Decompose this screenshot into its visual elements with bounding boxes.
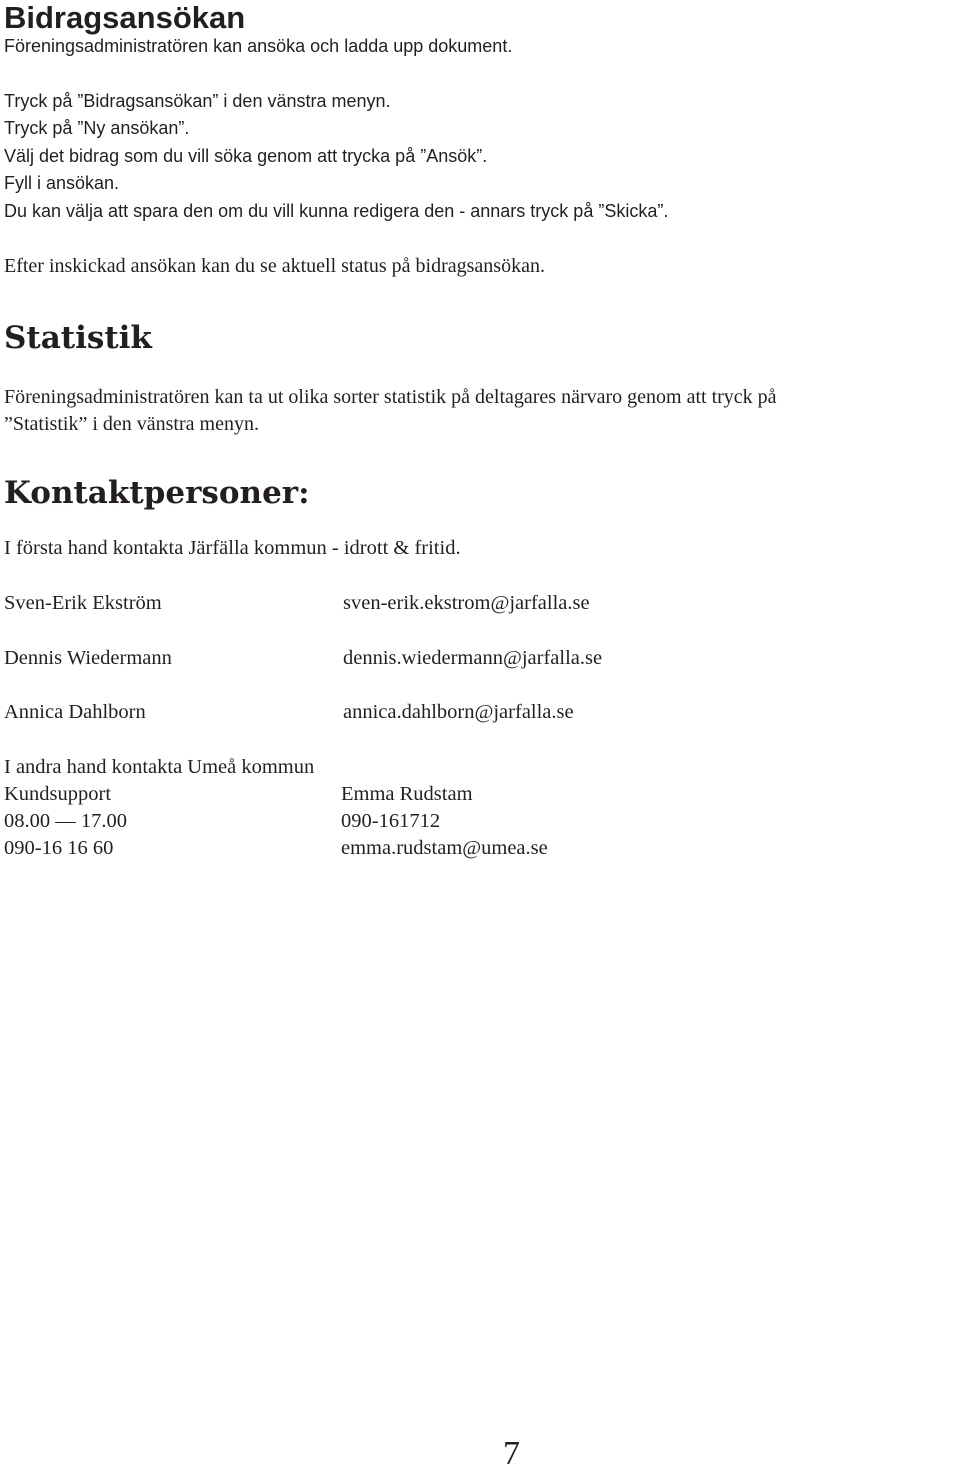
statistik-heading: Statistik — [4, 320, 152, 356]
contact-name: Dennis Wiedermann — [4, 647, 172, 669]
support-right: Emma Rudstam — [341, 783, 473, 805]
contact-name: Annica Dahlborn — [4, 701, 146, 723]
bidrag-heading: Bidragsansökan — [4, 0, 246, 35]
statistik-line: ”Statistik” i den vänstra menyn. — [4, 413, 259, 435]
support-right: 090-161712 — [341, 810, 441, 832]
support-left: 090-16 16 60 — [4, 837, 114, 859]
contact-email: annica.dahlborn@jarfalla.se — [343, 701, 574, 723]
bidrag-step: Välj det bidrag som du vill söka genom att trycka på ”Ansök”. — [4, 146, 488, 166]
statistik-line: Föreningsadministratören kan ta ut olika sorter statistik på deltagares närvaro genom att tryck på — [4, 386, 777, 408]
contact-email: sven-erik.ekstrom@jarfalla.se — [343, 592, 590, 614]
page-number: 7 — [503, 1435, 520, 1472]
bidrag-step: Fyll i ansökan. — [4, 173, 120, 193]
bidrag-status-note: Efter inskickad ansökan kan du se aktuell status på bidragsansökan. — [4, 255, 545, 277]
bidrag-step: Tryck på ”Ny ansökan”. — [4, 118, 190, 138]
support-left: Kundsupport — [4, 783, 112, 805]
support-right: emma.rudstam@umea.se — [341, 837, 548, 859]
contact-name: Sven-Erik Ekström — [4, 592, 162, 614]
bidrag-step: Tryck på ”Bidragsansökan” i den vänstra menyn. — [4, 91, 391, 111]
kontakt-heading: Kontaktpersoner: — [4, 475, 310, 511]
bidrag-step: Du kan välja att spara den om du vill kunna redigera den - annars tryck på ”Skicka”. — [4, 201, 669, 221]
bidrag-intro: Föreningsadministratören kan ansöka och ladda upp dokument. — [4, 36, 513, 56]
kontakt-second-hand: I andra hand kontakta Umeå kommun — [4, 756, 315, 778]
support-left: 08.00 — 17.00 — [4, 810, 127, 832]
contact-email: dennis.wiedermann@jarfalla.se — [343, 647, 603, 669]
kontakt-first-hand: I första hand kontakta Järfälla kommun - idrott & fritid. — [4, 537, 461, 559]
